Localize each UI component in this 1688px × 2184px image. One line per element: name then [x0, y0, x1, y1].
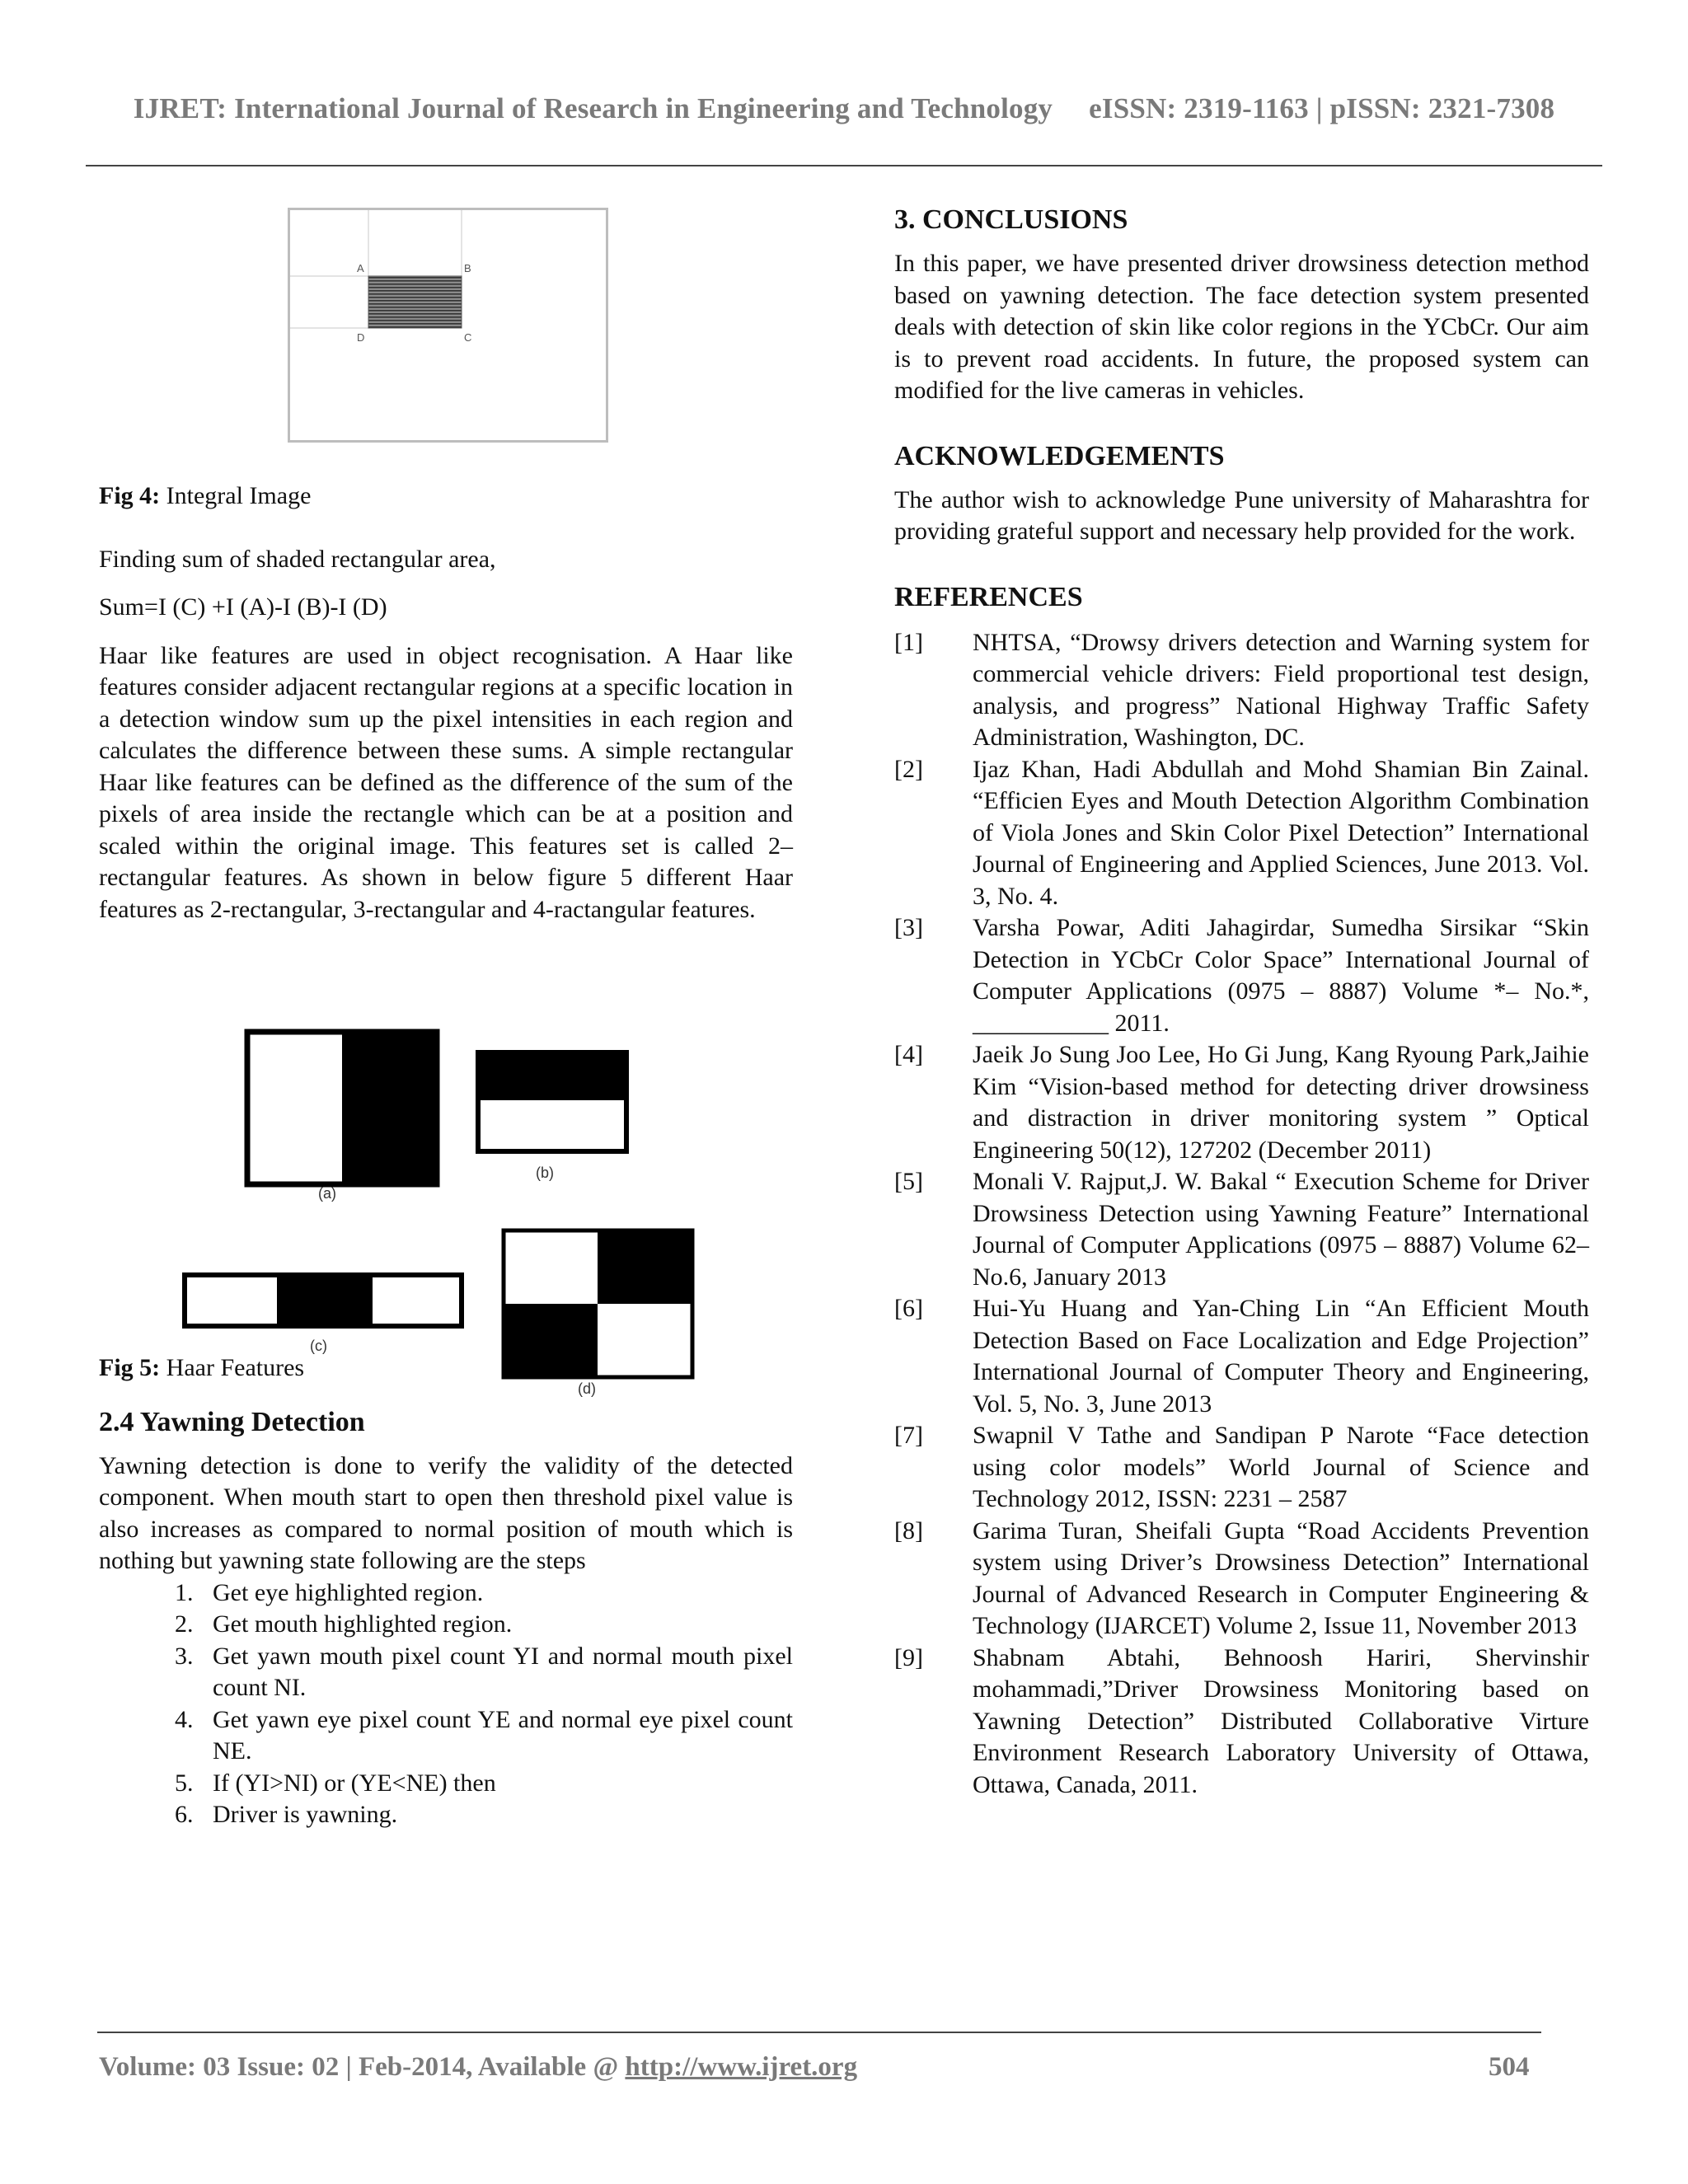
list-item: 5. If (YI>NI) or (YE<NE) then: [199, 1768, 793, 1800]
fig5-caption-text: Haar Features: [160, 1354, 305, 1381]
haar-feature-c: [185, 1275, 462, 1326]
haar-features-figure: [180, 1026, 707, 1405]
reference-item: [894, 1293, 1589, 1420]
journal-title: IJRET: International Journal of Research in Engineering and Technology: [133, 92, 1053, 124]
fig4-caption: [99, 480, 793, 513]
references-list: [894, 627, 1589, 1802]
corner-label-c: C: [464, 331, 472, 344]
reference-text: NHTSA, “Drowsy drivers detection and Warning system for commercial vehicle drivers: Field proportional test design, analysis, and progress” National Highway Traffic Safety Administration, Washington, DC.: [973, 628, 1589, 751]
reference-item: [894, 1516, 1589, 1643]
reference-text: Hui-Yu Huang and Yan-Ching Lin “An Efficient Mouth Detection Based on Face Localization and Edge Projection” International Journal of Computer Theory and Engineering, Vol. 5, No. 3, June 2013: [973, 1295, 1589, 1418]
haar-label-a: (a): [318, 1185, 336, 1202]
reference-number: [6]: [894, 1295, 923, 1322]
running-header: [0, 92, 1688, 125]
reference-number: [3]: [894, 914, 923, 941]
fig5-caption-label: Fig 5:: [99, 1354, 161, 1381]
reference-text: Shabnam Abtahi, Behnoosh Hariri, Shervinshir mohammadi,”Driver Drowsiness Monitoring based on Yawning Detection” Distributed Collaborative Virture Environment Research Laboratory University of Ottawa, Ottawa, Canada, 2011.: [973, 1643, 1589, 1798]
list-item: 2. Get mouth highlighted region.: [199, 1609, 793, 1641]
references-heading: REFERENCES: [894, 581, 1083, 612]
sum-formula: Sum=I (C) +I (A)-I (B)-I (D): [99, 593, 387, 621]
reference-text: Garima Turan, Sheifali Gupta “Road Accidents Prevention system using Driver’s Drowsiness Detection” International Journal of Advanced Research in Computer Engineering & Technology (IJARCET) Volume 2, Issue 11, November 2013: [973, 1516, 1589, 1639]
haar-label-d: (d): [578, 1380, 596, 1397]
reference-number: [7]: [894, 1422, 923, 1449]
list-item: 1. Get eye highlighted region.: [199, 1577, 793, 1610]
reference-item: [894, 1039, 1589, 1166]
acknowledgements-paragraph: The author wish to acknowledge Pune university of Maharashtra for providing grateful support and necessary help provided for the work.: [894, 485, 1589, 545]
reference-text: Varsha Powar, Aditi Jahagirdar, Sumedha Sirsikar “Skin Detection in YCbCr Color Space” International Journal of Computer Applications (0975 – 8887) Volume *– No.*, ___________ 2011.: [973, 914, 1589, 1037]
list-item: 6. Driver is yawning.: [199, 1799, 793, 1831]
haar-label-c: (c): [310, 1338, 327, 1354]
conclusions-paragraph: In this paper, we have presented driver drowsiness detection method based on yawning detection. The face detection system presented deals with detection of skin like color regions in the YCbCr. Our aim is to prevent road accidents. In future, the proposed system can modified for the live cameras in vehicles.: [894, 250, 1589, 404]
footer-info: [99, 2052, 857, 2083]
footer-rule: [97, 2032, 1541, 2033]
reference-item: [894, 912, 1589, 1039]
reference-number: [8]: [894, 1516, 923, 1544]
reference-text: Swapnil V Tathe and Sandipan P Narote “Face detection using color models” World Journal of Science and Technology 2012, ISSN: 2231 – 2587: [973, 1422, 1589, 1512]
corner-label-d: D: [357, 331, 365, 344]
list-item: 3. Get yawn mouth pixel count YI and normal mouth pixel count NI.: [199, 1641, 793, 1704]
list-item: 4. Get yawn eye pixel count YE and normal eye pixel count NE.: [199, 1704, 793, 1768]
reference-item: [894, 1643, 1589, 1802]
page-number: 504: [1489, 2052, 1530, 2082]
finding-sum-text: Finding sum of shaded rectangular area,: [99, 545, 496, 573]
reference-number: [1]: [894, 628, 923, 656]
issn-info: eISSN: 2319-1163 | pISSN: 2321-7308: [1089, 92, 1555, 124]
haar-paragraph: Haar like features are used in object recognisation. A Haar like features consider adjacent rectangular regions at a specific location in a detection window sum up the pixel intensities in each region and calculates the difference between these sums. A simple rectangular Haar like features can be defined as the difference of the sum of the pixels of area inside the rectangle which can be at a position and scaled within the original image. This features set is called 2–rectangular features. As shown in below figure 5 different Haar features as 2-rectangular, 3-rectangular and 4-ractangular features.: [99, 641, 793, 923]
reference-number: [4]: [894, 1041, 923, 1068]
reference-item: [894, 754, 1589, 913]
reference-item: [894, 627, 1589, 754]
header-rule: [86, 165, 1602, 166]
reference-text: Jaeik Jo Sung Joo Lee, Ho Gi Jung, Kang Ryoung Park,Jaihie Kim “Vision-based method for detecting driver drowsiness and distraction in driver monitoring system ” Optical Engineering 50(12), 127202 (December 2011): [973, 1041, 1589, 1164]
reference-text: Ijaz Khan, Hadi Abdullah and Mohd Shamian Bin Zainal. “Efficien Eyes and Mouth Detection Algorithm Combination of Viola Jones and Skin Color Pixel Detection” International Journal of Engineering and Applied Sciences, June 2013. Vol. 3, No. 4.: [973, 755, 1589, 910]
reference-number: [5]: [894, 1168, 923, 1195]
reference-item: [894, 1166, 1589, 1293]
fig4-caption-label: Fig 4:: [99, 482, 161, 509]
reference-number: [2]: [894, 755, 923, 783]
haar-feature-b: [478, 1052, 626, 1151]
yawning-paragraph: Yawning detection is done to verify the validity of the detected component. When mouth start to open then threshold pixel value is also increases as compared to normal position of mouth which is nothing but yawning state following are the steps: [99, 1451, 793, 1574]
yawning-steps-list: [99, 1577, 793, 1831]
right-column: [894, 202, 1589, 1801]
fig4-caption-text: Integral Image: [160, 482, 312, 509]
acknowledgements-heading: ACKNOWLEDGEMENTS: [894, 440, 1225, 471]
footer-volume: Volume: 03 Issue: 02 | Feb-2014, Available @: [99, 2052, 626, 2082]
reference-text: Monali V. Rajput,J. W. Bakal “ Execution Scheme for Driver Drowsiness Detection using Yawning Feature” International Journal of Computer Applications (0975 – 8887) Volume 62– No.6, January 2013: [973, 1168, 1589, 1291]
haar-feature-a: [247, 1032, 437, 1184]
conclusions-heading: 3. CONCLUSIONS: [894, 204, 1128, 235]
haar-feature-d: [504, 1230, 692, 1377]
corner-label-b: B: [464, 262, 471, 274]
left-column: [99, 206, 793, 1831]
journal-link[interactable]: http://www.ijret.org: [625, 2052, 858, 2082]
reference-item: [894, 1420, 1589, 1516]
yawning-detection-heading: 2.4 Yawning Detection: [99, 1406, 365, 1437]
haar-label-b: (b): [536, 1165, 554, 1181]
reference-number: [9]: [894, 1643, 923, 1671]
corner-label-a: A: [357, 262, 364, 274]
